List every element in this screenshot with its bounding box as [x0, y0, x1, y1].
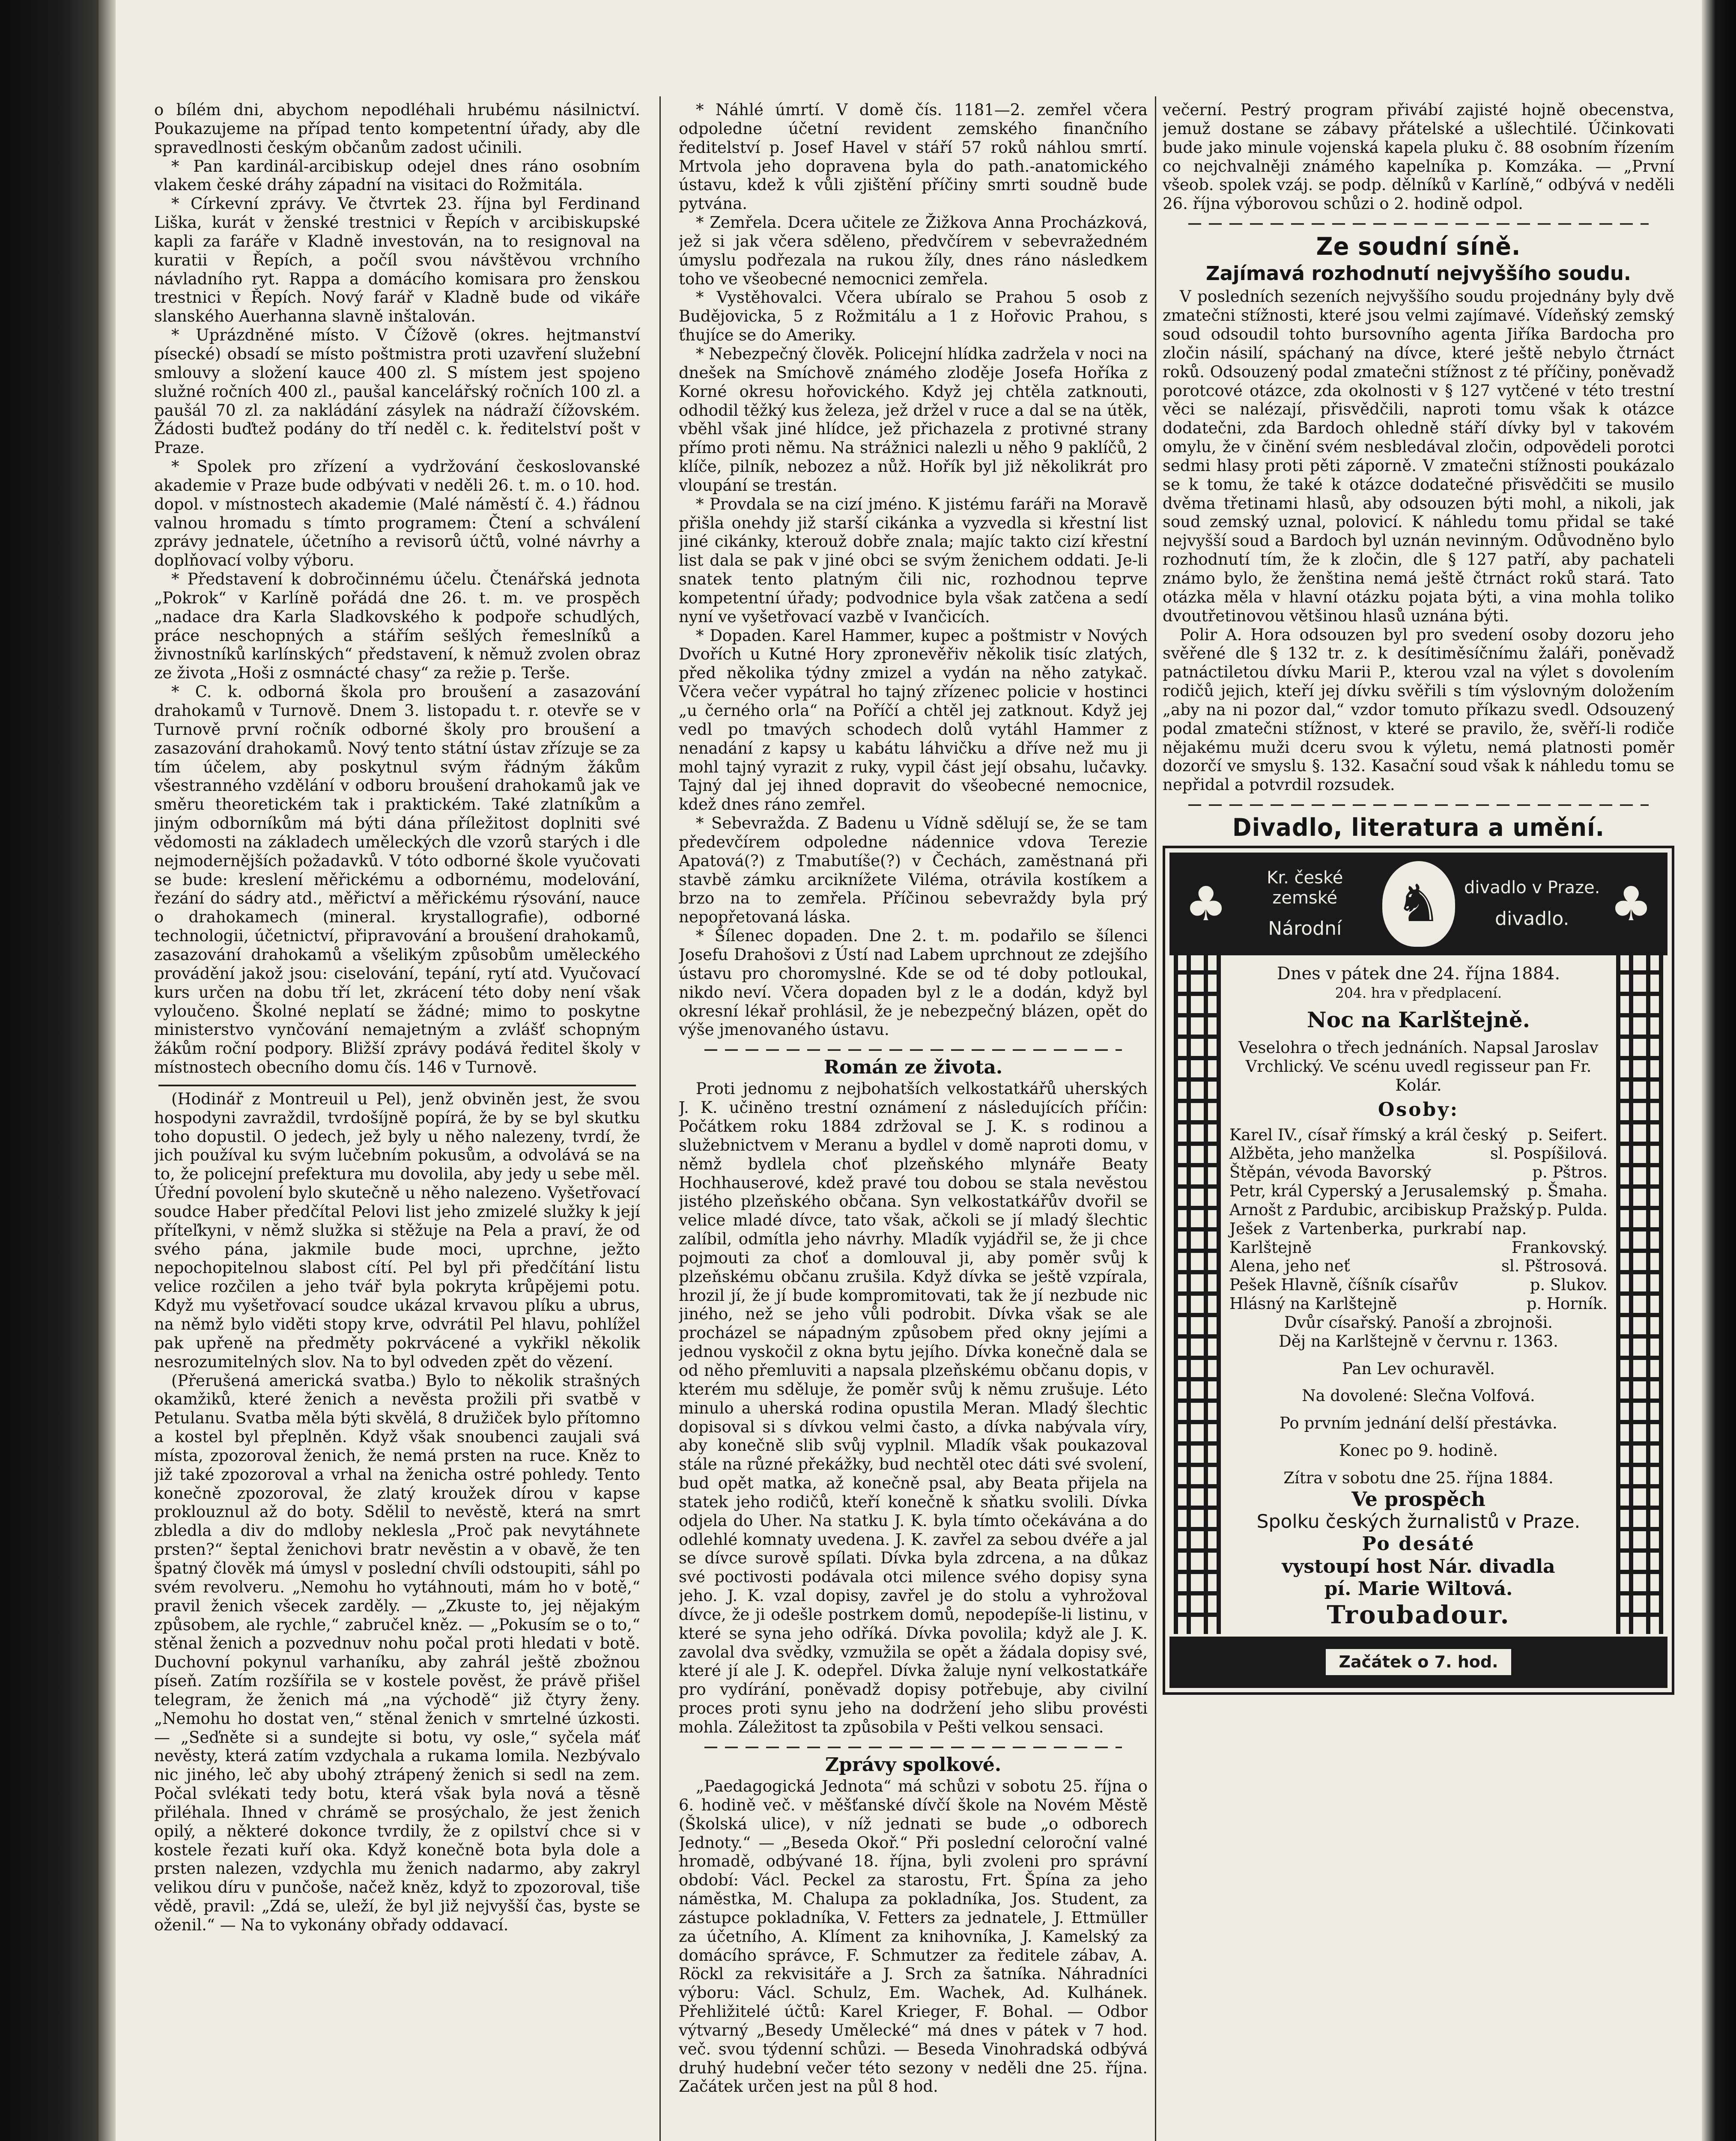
- theatre-advertisement: [1163, 846, 1674, 1694]
- ornament-divider: [1188, 801, 1649, 809]
- extras: Dvůr císařský. Panoší a zbrojnoši.: [1284, 1313, 1553, 1332]
- cast-row: Pešek Hlavně, číšník císařův p. Slukov.: [1229, 1276, 1608, 1294]
- next-page-edge: [1702, 0, 1736, 2141]
- column-2: [679, 101, 1148, 2141]
- ornament-divider: [704, 1744, 1122, 1751]
- news-item-dangerous-man: * Nebezpečný člověk. Policejní hlídka zadržela v noci na dnešek na Smíchově známého zloděje Josefa Hoříka z Korné okresu hořovického. Když jej chtěla zatknouti, odhodil těžký kus železa, jež držel v ruce a dal se na útěk, vběhl však jiné hlídce, jež přichazela z protivné strany přímo proti němu. Na strážnici nalezli u něho 9 paklíčů, 2 klíče, pilník, nebozez a nůž. Hořík byl již několikrát pro vloupání se trestán.: [679, 344, 1148, 495]
- tomorrow-date: Zítra v sobotu dne 25. října 1884.: [1283, 1469, 1554, 1488]
- section-heading-societies: Zprávy spolkové.: [825, 1753, 1002, 1776]
- guest-line: vystoupí host Nár. divadla: [1282, 1555, 1555, 1577]
- section-heading-roman: Román ze života.: [823, 1056, 1003, 1079]
- section-divider: [158, 1085, 636, 1086]
- pause-notice: Po prvním jednání delší přestávka.: [1280, 1414, 1557, 1433]
- news-item-false-name: * Provdala se na cizí jméno. K jistému faráři na Moravě přišla onehdy již starší cikánka a vyzvedla si křestní list jiné cikánky, kterouž dobře znala; majíc takto cizí křestní list dala se pak v jiné obci se svým ženichem oddati. Je-li snatek tento platným čili nic, rozhodnou teprve kompetentní úřady; podvodnice byla však zatčena a sedí nyní ve vyšetřovací vazbě v Ivančicích.: [679, 495, 1148, 626]
- lion-crest-icon: ♞: [1382, 861, 1455, 947]
- guest-name: pí. Marie Wiltová.: [1324, 1577, 1513, 1600]
- lyre-ornament-icon: ♣: [1610, 877, 1652, 932]
- column-rule-1: [659, 96, 661, 2141]
- article-continuation: večerní. Pestrý program přivábí zajisté hojně obecenstva, jemuž dostane se zábavy přátelské a ušlechtilé. Účinkovati bude jako minule vojenská kapela pluku č. 88 osobním řízením co nejchvalněji známého kapelníka p. Komzáka. — „První všeob. spolek vzáj. se podp. dělníků v Karlíně,“ odbývá v neděli 26. října výborovou schůzi o 2. hodině odpol.: [1163, 101, 1674, 213]
- ornament-divider: [704, 1046, 1122, 1054]
- cast-row: Hlásný na Karlštejně p. Horník.: [1229, 1294, 1608, 1313]
- news-item-caught: * Dopaden. Karel Hammer, kupec a poštmistr v Nových Dvořích u Kutné Hory zpronevěřiv několik tisíc zlatých, před několika týdny zmizel a vydán na něho zatykač. Včera večer vypátral ho tajný zřízenec policie v hostinci „u černého orla“ na Poříčí a chtěl jej zatknout. Když jej vedl po tmavých schodech dolů vytáhl Hammer z nenadání z kapsy u kabátu láhvičku a dříve než mu ji mohl tajný vyrazit z ruky, vypil část její obsahu, lučavky. Tajný dal jej ihned dopravit do všeobecné nemocnice, kdež dnes ráno zemřel.: [679, 626, 1148, 814]
- book-binding-shadow: [0, 0, 98, 2141]
- ill-notice: Pan Lev ochuravěl.: [1342, 1359, 1495, 1378]
- news-item-charity: * Představení k dobročinnému účelu. Čtenářská jednota „Pokrok“ v Karlíně pořádá dne 26. t. m. ve prospěch „nadace dra Karla Sladkovského k podpoře schudlých, práce neschopných a stářím sešlých řemeslníků a živnostníků karlínských“ představení, k němuž zvolen obraz ze života „Hoši z osmnácté chasy“ za režie p. Terše.: [154, 570, 640, 683]
- cast-row: Karel IV., císař římský a král český p. Seifert.: [1229, 1125, 1608, 1144]
- cast-row: Arnošt z Pardubic, arcibiskup Pražský p. Pulda.: [1229, 1200, 1608, 1219]
- theatre-banner: [1169, 853, 1667, 955]
- theatre-name-line1: Kr. české zemské: [1267, 868, 1343, 908]
- news-item-school: * C. k. odborná škola pro broušení a zasazování drahokamů v Turnově. Dnem 3. listopadu t. r. otevře se v Turnově první ročník odborné školy pro broušení a zasazování drahokamů. Nový tento státní ústav zřízuje se za tím účelem, aby poskytnul svým řádným žákům všestranného vzdělání v odboru broušení drahokamů jak ve směru theoretickém tak i praktickém. Také zlatníkům a jiným odborníkům má býti dána příležitost doplniti své vědomosti na základech uměleckých dle vzorů starých i dle nejmodernějších požadavků. V tóto odborné škole vyučovati se bude: kreslení měřickému a odbornému, modelování, řezání do sádry atd., měřictví a měřickému rýsování, nauce o drahokamech (mineral. krystallografie), odborné technologii, účetnictví, připravování a broušení drahokamů, zasazování drahokamů a všelikým způsobům uměleckého provádění jakož jsou: ciselování, tepání, rytí atd. Vyučovací kurs určen na dobu tří let, zkrácení této doby není však vyloučeno. Školné neplatí se žádné; mimo to poskytne ministerstvo vynčování nemajetným a zvlášť schopným žákům roční podpory. Bližší zprávy podává ředitel školy v místnostech obecního domu čís. 146 v Turnově.: [154, 683, 640, 1077]
- news-item-death: * Náhlé úmrtí. V domě čís. 1181—2. zemřel včera odpoledne účetní revident zemského finančního ředitelství p. Josef Havel v stáří 57 roků náhlou smrtí. Mrtvola jeho dopravena byla do path.-anatomického ústavu, kdež k vůli zjištění příčiny smrti soudně bude pytvána.: [679, 101, 1148, 213]
- cast-row: Ješek z Vartenberka, purkrabí na Karlštejně p. Frankovský.: [1229, 1219, 1608, 1257]
- column-rule-2: [1155, 96, 1156, 2141]
- cast-heading: Osoby:: [1378, 1099, 1459, 1121]
- cast-list: [1229, 1126, 1608, 1313]
- scene-note: Děj na Karlštejně v červnu r. 1363.: [1279, 1332, 1558, 1351]
- article-roman: Proti jednomu z nejbohatších velkostatkářů uherských J. K. učiněno trestní oznámení z následujících příčin: Počátkem roku 1884 zdržoval se J. K. s rodinou a služebnictvem v Meranu a bydlel v domě naproti domu, v němž bydlela choť plzeňského mlynáře Beaty Hochhauserové, kdež pravé tou dobou se stala nevěstou jistého plzeňského občana. Syn velkostatkářův dvořil se velice mladé dívce, tato však, ačkoli se jí mladý šlechtic zalíbil, odmítla jeho návrhy. Mladík vyjádřil se, že ji chce pojmouti za choť a domlouval ji, aby poměr svůj k plzeňskému občanu zrušila. Když dívka se ještě vzpírala, hrozil jí, že jí bude kompromitovati, tak že jí nezbude nic jiného, než se jeho vůli podrobit. Dívka však se ale procházel se nápadným způsobem před okny jejími a jednou vyskočil z okna bytu jejího. Dívka konečně dala se od něho přemluviti a napsala plzeňskému občanu dopis, v kterém mu sděluje, že poměr svůj k němu zrušuje. Léto minulo a uherská rodina opustila Meran. Mladý šlechtic dopisoval si s dívkou velmi často, a dívka nabývala víry, aby konečně slib svůj vyplnil. Mladík však poukazoval stále na různé překážky, bud nechtěl otec dáti své svolení, bud opět matka, až konečně psal, aby Beata přijela na statek jeho rodičů, kteří konečně k sňatku svolili. Dívka odjela do Uher. Na statku J. K. byla tímto očekávána a do odlehlé komnaty uvedena. J. K. zavřel za sebou dvéře a jal se dívce surově spílati. Dívka byla zdrcena, a na důkaz své poctivosti podávala otci milence svého dopisy syna jeho. J. K. vzal dopisy, zavřel je do stolu a vyhrožoval dívce, že ji odešle postrkem domů, nepodepíše-li listinu, v které se syna jeho odříká. Dívka povolila; když ale J. K. zavolal dva svědky, vzmužila se opět a žádala dopisy své, které jí ale J. K. odepřel. Dívka žaluje nyní velkostatkáře pro vydírání, poněvadž dopisy potřebuje, aby civilní proces proti synu jeho na dodržení jeho slibu provésti mohla. Záležitost ta způsobila v Pešti velkou sensaci.: [679, 1079, 1148, 1736]
- article-court-1: V posledních sezeních nejvyššího soudu projednány byly dvě zmatečni stížnosti, které jsou velmi zajímavé. Vídeňský zemský soud odsoudil tohto bursovního agenta Jiříka Bardocha pro zločin násilí, spáchaný na dívce, které ještě nebylo čtrnáct roků. Odsouzený podal zmatečni stížnost z té příčiny, poněvadž porotcové otázce, zda okolnosti v § 127 vytčené v této trestní věci se nalézají, přisvědčili, naproti tomu však k otázce dodatečni, zda Bardoch ohledně stáří dívky byl v takovém omylu, že v činění svém nesbledával zločin, odpovědeli porotci sedmi hlasy proti pěti záporně. V zmatečni stížnosti poukázalo se k tomu, že také k otázce dodatečné přisvědčiti se musilo dvěma třetinami hlasů, aby odsouzen býti mohl, a nikoli, jak soud zemský uznal, polovicí. K náhledu tomu přidal se také nejvyšší soud a Bardoch byl uznán nevinným. Odůvodněno bylo rozhodnutí tím, že k zločin, dle § 127 patří, aby pachateli známo bylo, že ženština nemá ještě čtrnáct roků stará. Tato otázka měla v hlavní otázku pojata býti, a vina mohla toliko dvoutřetinovou většinou hlasů uznána býti.: [1163, 287, 1674, 625]
- news-item-academy: * Spolek pro zřízení a vydržování českoslovanské akademie v Praze bude odbývati v neděli 26. t. m. o 10. hod. dopol. v místnostech akademie (Malé náměstí č. 4.) řádnou valnou hromadu s tímto programem: Čtení a schválení zprávy jednatele, účetního a revisorů účtů, volné návrhy a doplňovací volby výboru.: [154, 457, 640, 570]
- news-item-vacancy: * Uprázdněné místo. V Čížově (okres. hejtmanství písecké) obsadí se místo poštmistra proti uzavření služební smlouvy a složení kauce 400 zl. S místem jest spojeno služné ročních 400 zl., paušal kancelářský ročních 100 zl. a paušál 70 zl. za nakládání zásylek na nádraží čížovském. Žádosti buďtež podány do tří neděl c. k. ředitelství pošt v Praze.: [154, 326, 640, 457]
- article-court-2: Polir A. Hora odsouzen byl pro svedení osoby dozoru jeho svěřené dle § 132 tr. z. k desítiměsíčnímu žaláři, poněvadž patnáctiletou dívku Marii P., kterou vzal na výlet s dovolením rodičů jejich, kteří jej dívku svěřili s tím výslovným doložením „aby na ni pozor dal,“ vzdor tomuto příkazu svedl. Odsouzený podal zmatečni stížnost, v které se pravilo, že, svěří-li rodiče nějakému muži dceru svou k výletu, nemá platnosti poměr dozorčí ve smyslu §. 132. Kasační soud však k náhledu tomu se nepřidal a potvrdil rozsudek.: [1163, 625, 1674, 794]
- subheading-supreme-court: Zajímavá rozhodnutí nejvyššího soudu.: [1206, 262, 1631, 285]
- news-item-suicide: * Sebevražda. Z Badenu u Vídně sdělují se, že se tam předevčírem odpoledne nádennice vdova Terezie Apatová(?) z Tmabutíše(?) v Čechách, zaměstnaná při stavbě zámku arciknížete Viléma, otrávila kostíkem a brzo na to zemřela. Příčinou sebevraždy byla prý nepopřetovaná láska.: [679, 814, 1148, 927]
- tenth-time: Po desáté: [1362, 1533, 1475, 1555]
- performance-number: 204. hra v předplacení.: [1335, 984, 1502, 1001]
- section-heading-theatre: Divadlo, literatura a umění.: [1232, 813, 1605, 842]
- benefit-society: Spolku českých žurnalistů v Praze.: [1256, 1511, 1581, 1533]
- column-1: [154, 101, 640, 2141]
- news-item-church: * Církevní zprávy. Ve čtvrtek 23. října byl Ferdinand Liška, kurát v ženské trestnici v Řepích v arcibiskupské kapli za faráře v Kladně investován, na to resignoval na kuratii v Řepích, a počíl svou návštěvou vrchního návladního ryt. Rappa a domácího komisara pro ženskou trestnici v Řepích. Nový farář v Kladně bude od vikáře slanského Auerhanna slavně inštalován.: [154, 194, 640, 326]
- news-item-emigrants: * Vystěhovalci. Včera ubíralo se Prahou 5 osob z Budějovicka, 5 z Rožmitálu a 1 z Hořovic Prahou, s ťhujíce se do Ameriky.: [679, 288, 1148, 345]
- meander-border-right: [1616, 955, 1663, 1634]
- show-date: Dnes v pátek dne 24. října 1884.: [1277, 964, 1560, 984]
- leave-notice: Na dovolené: Slečna Volfová.: [1302, 1387, 1535, 1405]
- cast-row: Alena, jeho neť sl. Pštrosová.: [1229, 1257, 1608, 1276]
- theatre-footer: [1169, 1637, 1667, 1688]
- lyre-ornament-icon: ♣: [1184, 877, 1227, 932]
- theatre-name-line2b: divadlo.: [1495, 907, 1569, 930]
- column-3: [1163, 101, 1674, 2141]
- article-paragraph: o bílém dni, abychom nepodléhali hrubému násilnictví. Poukazujeme na případ tento kompetentní úřady, aby dle spravedlnosti českým občanům zadost učinili.: [154, 101, 640, 157]
- play-title: Noc na Karlštejně.: [1307, 1007, 1530, 1032]
- theatre-name-line1b: divadlo v Praze.: [1464, 878, 1600, 898]
- cast-row: Alžběta, jeho manželka sl. Pospíšilová.: [1229, 1144, 1608, 1163]
- article-societies: „Paedagogická Jednota“ má schůzi v sobotu 25. října o 6. hodině več. v měšťanské dívčí škole na Novém Městě (Školská ulice), v níž jednati se bude „o odborech Jednoty.“ — „Beseda Okoř.“ Při poslední celoroční valné hromadě, odbývané 18. října, byli zvoleni pro správní období: Václ. Peckel za starostu, Frt. Špína za jeho náměstka, M. Chalupa za pokladníka, Jos. Student, za zástupce pokladníka, V. Fetters za jednatele, J. Ettmüller za účetního, A. Klíment za knihovníka, J. Kamelský za domácího správce, F. Schmutzer za ředitele zábav, A. Röckl za rekvisitáře a J. Srch za šatníka. Náhradníci výboru: Václ. Schulz, Em. Wachek, Ad. Kulhánek. Přehližitelé účtů: Karel Krieger, F. Bohal. — Odbor výtvarný „Besedy Umělecké“ má dnes v pátek v 7 hod. več. svou týdenní schůzi. — Beseda Vinohradská odbývá druhý hudební večer této sezony v neděli dne 25. října. Začátek určen jest na půl 8 hod.: [679, 1777, 1148, 2096]
- theatre-name-line2: Národní: [1268, 918, 1342, 940]
- cast-row: Štěpán, vévoda Bavorský p. Pštros.: [1229, 1163, 1608, 1182]
- play-description: Veselohra o třech jednáních. Napsal Jaroslav Vrchlický. Ve scénu uvedl regisseur pan Fr. Kolár.: [1238, 1038, 1599, 1094]
- benefit-line: Ve prospěch: [1351, 1487, 1485, 1511]
- meander-frame: [1169, 955, 1667, 1634]
- news-item-died: * Zemřela. Dcera učitele ze Žižkova Anna Procházková, jež si jak včera sděleno, předvčírem v sebevražedném úmyslu podřezala na rukou žíly, dnes ráno následkem toho ve všeobecné nemocnici zemřela.: [679, 213, 1148, 288]
- page-gutter: [98, 0, 116, 2141]
- story-watchmaker: (Hodinář z Montreuil u Pel), jenž obviněn jest, že svou hospodyni zavraždil, tvrdošíjně popírá, že by se byl skutku toho dopustil. O jedech, jež byly u něho nalezeny, tvrdí, že jich používal ku svým lučebním pokusům, a odvolává se na to, že policejní prefektura mu dovolila, aby jedy u sebe měl. Úřední povolení bylo skutečně u něho nalezeno. Vyšetřovací soudce Haber předčítal Pelovi list jeho zmizelé služky k její příteľkyni, v němž služka si stěžuje na Pela a praví, že od svého pána, jakmile bude moci, uprchne, ježto nepochopitelnou slabost cítí. Pel byl při předčítání listu velice rozčilen a jeho tvář byla pokryta krůpějemi potu. Když mu vyšetřovací soudce ukázal krvavou plíku a ubrus, na němž bylo viděti stopy krve, odvrátil Pel hlavu, pohlížel pak upřeně na předměty pokrvácené a vykřikl několik nesrozumitelných slov. Na to byl odveden zpět do vězení.: [154, 1089, 640, 1371]
- news-item-cardinal: * Pan kardinál-arcibiskup odejel dnes ráno osobním vlakem české dráhy západní na visitaci do Rožmitála.: [154, 157, 640, 194]
- end-notice: Konec po 9. hodině.: [1339, 1441, 1498, 1460]
- opera-title: Troubadour.: [1327, 1600, 1510, 1629]
- section-heading-court: Ze soudní síně.: [1316, 232, 1521, 261]
- meander-border-left: [1174, 955, 1221, 1634]
- cast-row: Petr, král Cyperský a Jerusalemský p. Šmaha.: [1229, 1182, 1608, 1201]
- story-wedding: (Přerušená americká svatba.) Bylo to několik strašných okamžiků, které ženich a nevěsta prožili při svatbě v Petulanu. Svatba měla býti skvělá, 8 družiček bylo přítomno a kostel byl přeplněn. Když však snoubenci zaujali svá místa, zpozoroval ženich, že nemá prsten na ruce. Kněz to již také zpozoroval a vrhal na ženicha ostré pohledy. Tento konečně zpozoroval, že zlatý kroužek dírou v kapse proklouznul až do boty. Sdělil to nevěstě, která na smrt zbledla a div do mdloby neklesla „Proč pak nevytáhnete prsten?“ šeptal ženichovi bratr nevěstin a v obavě, že ten špatný člověk má úmysl v poslední chvíli odstoupiti, sáhl po svém revolveru. „Nemohu ho vytáhnouti, mám ho v botě,“ pravil ženich všecek zarděly. — „Zkuste to, jej nějakým způsobem, ale rychle,“ zabručel kněz. — „Pokusím se o to,“ stěnal ženich a pozvednuv nohu počal proti hledati v botě. Duchovní pokynul varhaníku, aby zahrál ještě zbožnou píseň. Zatím rozšířila se v kostele pověst, že právě přišel telegram, že ženich má „na východě“ již čtyry ženy. „Nemohu ho dostat ven,“ stěnal ženich v smrtelné úzkosti. — „Seďněte si a sundejte si botu, vy osle,“ syčela máť nevěsty, která zatím vzdychala a rukama lomila. Nezbývalo nic jiného, leč aby ubohý ztrápený ženich si sedl na zem. Počal svlékati tedy botu, která však byla nová a těsně přiléhala. Ihned v chrámě se prosýchalo, že jest ženich opilý, a některé dokonce tvrdily, že z opilství chce si v kostele řezati kuří oka. Když konečně bota byla dole a prsten nalezen, vzdychla mu ženich nadarmo, aby zakryl velikou díru v punčoše, načež kněz, když to zpozoroval, tiše vědě, pravil: „Zdá se, uleží, že byl již nejvyšší čas, byste se oženil.“ — Na to vykonány obřady oddavací.: [154, 1371, 640, 1934]
- news-item-madman: * Šílenec dopaden. Dne 2. t. m. podařilo se šílenci Josefu Drahošovi z Ústí nad Labem uprchnout ze zdejšího ústavu pro choromyslné. Kde se od té doby potloukal, nikdo neví. Včera dopaden byl z le a dodán, když byl okresní lékař prohlásil, že je nebezpečný blázen, opět do výše jmenovaného ústavu.: [679, 927, 1148, 1039]
- ornament-divider: [1188, 220, 1649, 228]
- start-time: Začátek o 7. hod.: [1326, 1649, 1511, 1675]
